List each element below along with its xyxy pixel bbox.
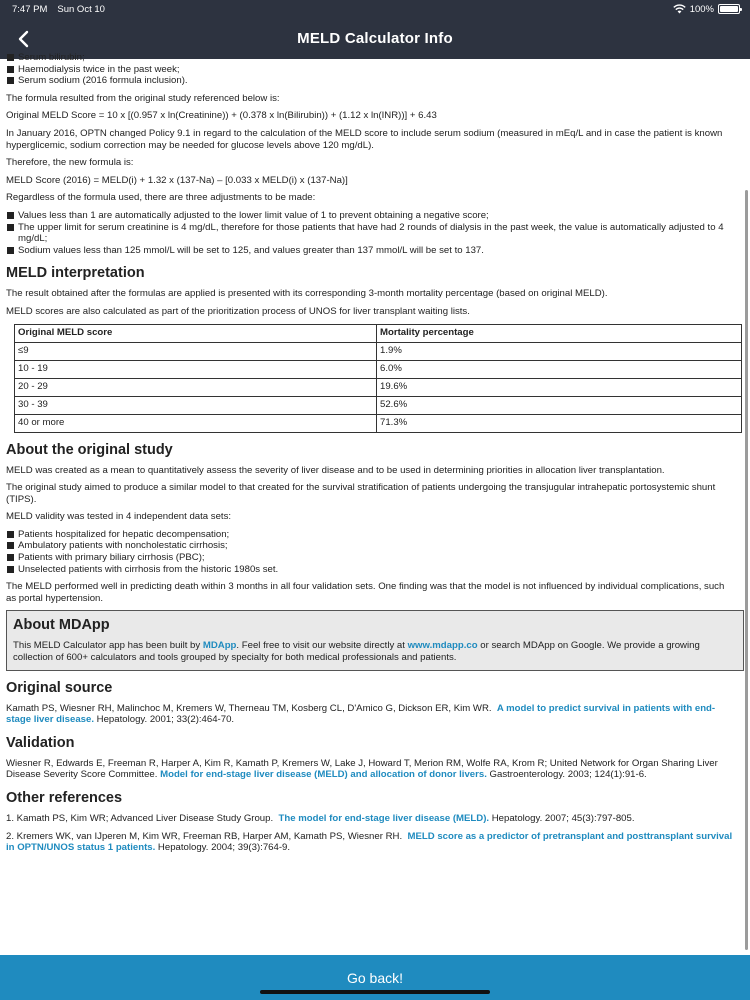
table-row — [15, 414, 742, 432]
table-cell: 10 - 19 — [15, 360, 377, 378]
other-ref-1-link[interactable]: The model for end-stage liver disease (MELD). — [278, 813, 490, 824]
status-date: Sun Oct 10 — [57, 3, 105, 15]
table-cell: 1.9% — [377, 342, 742, 360]
list-item: Unselected patients with cirrhosis from the historic 1980s set. — [6, 564, 736, 576]
mdapp-link[interactable]: MDApp — [202, 640, 237, 652]
list-item: The upper limit for serum creatinine is 4 mg/dL, therefore for those patients that have had 2 rounds of dialysis in the past week, the value is automatically adjusted to 4 mg/dL; — [6, 222, 736, 245]
validation-link[interactable]: Model for end-stage liver disease (MELD) and allocation of donor livers. — [160, 769, 487, 781]
list-item: Patients with primary biliary cirrhosis (PBC); — [6, 552, 736, 564]
list-item: Serum bilirubin; — [6, 52, 736, 64]
table-cell: 6.0% — [377, 360, 742, 378]
list-item: Values less than 1 are automatically adjusted to the lower limit value of 1 to prevent obtaining a negative score; — [6, 210, 736, 222]
page-title: MELD Calculator Info — [297, 30, 453, 47]
study-paragraph: MELD validity was tested in 4 independent data sets: — [6, 511, 232, 523]
original-source-link[interactable]: A model to predict survival in patients with end-stage liver disease. — [6, 702, 716, 726]
mdapp-text-3: or search MDApp on Google. We provide a growing collection of 600+ calculators and tools grouped by specialty for both medical professionals and patients. — [13, 640, 700, 664]
about-mdapp-heading: About MDApp — [13, 617, 110, 634]
table-header: Mortality percentage — [377, 324, 742, 342]
adjustments-list — [6, 210, 736, 256]
scrollbar[interactable] — [745, 190, 748, 950]
optn-paragraph: In January 2016, OPTN changed Policy 9.1 in regard to the calculation of the MELD score to include serum sodium (measured in mEq/L and in case the patient is known hyperglicemic, sodium correction may be needed for glucose levels above 120 mg/dL). — [6, 127, 723, 151]
go-back-button[interactable]: Go back! — [0, 955, 750, 1000]
ref-authors: Kamath PS, Wiesner RH, Malinchoc M, Kremers W, Therneau TM, Kosberg CL, D'Amico G, Dickson ER, Kim WR. — [6, 702, 492, 714]
ref-journal: Gastroenterology. 2003; 124(1):91-6. — [486, 769, 647, 781]
table-cell: ≤9 — [15, 342, 377, 360]
list-item: Patients hospitalized for hepatic decompensation; — [6, 529, 736, 541]
ref-journal: Hepatology. 2001; 33(2):464-70. — [94, 714, 235, 726]
original-formula: Original MELD Score = 10 x [(0.957 x ln(Creatinine)) + (0.378 x ln(Bilirubin)) + (1.12 x ln(INR))] + 6.43 — [6, 110, 437, 122]
other-references-heading: Other references — [6, 790, 123, 806]
status-time: 7:47 PM — [12, 3, 48, 15]
study-paragraph: The MELD performed well in predicting death within 3 months in all four validation sets. One finding was that the model is not influenced by individual complications, such as portal hypertension. — [6, 581, 725, 604]
other-ref-2-link[interactable]: MELD score as a predictor of pretransplant and posttransplant survival in OPTN/UNOS status 1 patients. — [6, 830, 733, 854]
list-item: Ambulatory patients with noncholestatic cirrhosis; — [6, 540, 736, 552]
table-header: Original MELD score — [15, 324, 377, 342]
status-bar — [0, 0, 750, 18]
website-link[interactable]: www.mdapp.co — [407, 640, 478, 652]
study-paragraph: The original study aimed to produce a similar model to that created for the survival stratification of patients undergoing the transjugular intrahepatic portosystemic shunt (TIPS). — [6, 482, 716, 505]
table-row — [15, 378, 742, 396]
about-mdapp-box — [6, 610, 744, 670]
regardless-paragraph: Regardless of the formula used, there are three adjustments to be made: — [6, 192, 316, 204]
status-right — [673, 4, 740, 15]
about-mdapp-text — [13, 640, 737, 663]
mortality-table — [14, 324, 742, 433]
unos-paragraph: MELD scores are also calculated as part of the prioritization process of UNOS for liver transplant waiting lists. — [6, 305, 470, 317]
variables-list — [6, 52, 736, 87]
table-row — [15, 360, 742, 378]
list-item: Haemodialysis twice in the past week; — [6, 64, 736, 76]
mdapp-text-1: This MELD Calculator app has been built by — [13, 640, 203, 652]
original-source-ref — [6, 703, 736, 726]
original-source-heading: Original source — [6, 679, 113, 696]
formula-intro: The formula resulted from the original study referenced below is: — [6, 92, 280, 104]
battery-icon — [718, 4, 740, 14]
ref-authors: Wiesner R, Edwards E, Freeman R, Harper A, Kim R, Kamath P, Kremers W, Lake J, Howard T, Merion RM, Wolfe RA, Krom R; United Network for Organ Sharing Liver Disease Severity Score Committee. — [6, 757, 718, 781]
study-paragraph: MELD was created as a mean to quantitatively assess the severity of liver disease and to be used in determining priorities in allocation liver transplantation. — [6, 464, 665, 476]
table-row — [15, 342, 742, 360]
table-cell: 71.3% — [377, 414, 742, 432]
other-ref-1 — [6, 813, 736, 825]
other-ref-2 — [6, 831, 736, 854]
table-cell: 52.6% — [377, 396, 742, 414]
wifi-icon — [673, 4, 686, 14]
datasets-list — [6, 529, 736, 575]
validation-ref — [6, 758, 736, 781]
info-content[interactable] — [0, 52, 742, 955]
mdapp-text-2: . Feel free to visit our website directly at — [236, 640, 408, 652]
ref-authors: 1. Kamath PS, Kim WR; Advanced Liver Disease Study Group. — [6, 813, 274, 824]
new-formula: MELD Score (2016) = MELD(i) + 1.32 x (137-Na) – [0.033 x MELD(i) x (137-Na)] — [6, 174, 348, 186]
table-cell: 20 - 29 — [15, 378, 377, 396]
ref-journal: Hepatology. 2004; 39(3):764-9. — [155, 842, 291, 854]
list-item: Serum sodium (2016 formula inclusion). — [6, 75, 736, 87]
table-cell: 30 - 39 — [15, 396, 377, 414]
interpretation-paragraph: The result obtained after the formulas are applied is presented with its corresponding 3-month mortality percentage (based on original MELD). — [6, 288, 608, 300]
battery-percent: 100% — [689, 3, 714, 15]
interpretation-heading: MELD interpretation — [6, 265, 145, 282]
validation-heading: Validation — [6, 734, 75, 751]
back-arrow-icon[interactable] — [6, 22, 40, 56]
ref-authors: 2. Kremers WK, van IJperen M, Kim WR, Freeman RB, Harper AM, Kamath PS, Wiesner RH. — [6, 830, 403, 842]
table-header-row — [15, 324, 742, 342]
home-indicator — [260, 990, 490, 994]
table-cell: 40 or more — [15, 414, 377, 432]
list-item: Sodium values less than 125 mmol/L will be set to 125, and values greater than 137 mmol/L will be set to 137. — [6, 245, 736, 257]
table-row — [15, 396, 742, 414]
table-cell: 19.6% — [377, 378, 742, 396]
therefore-paragraph: Therefore, the new formula is: — [6, 157, 134, 169]
about-study-heading: About the original study — [6, 441, 173, 458]
ref-journal: Hepatology. 2007; 45(3):797-805. — [489, 813, 635, 824]
